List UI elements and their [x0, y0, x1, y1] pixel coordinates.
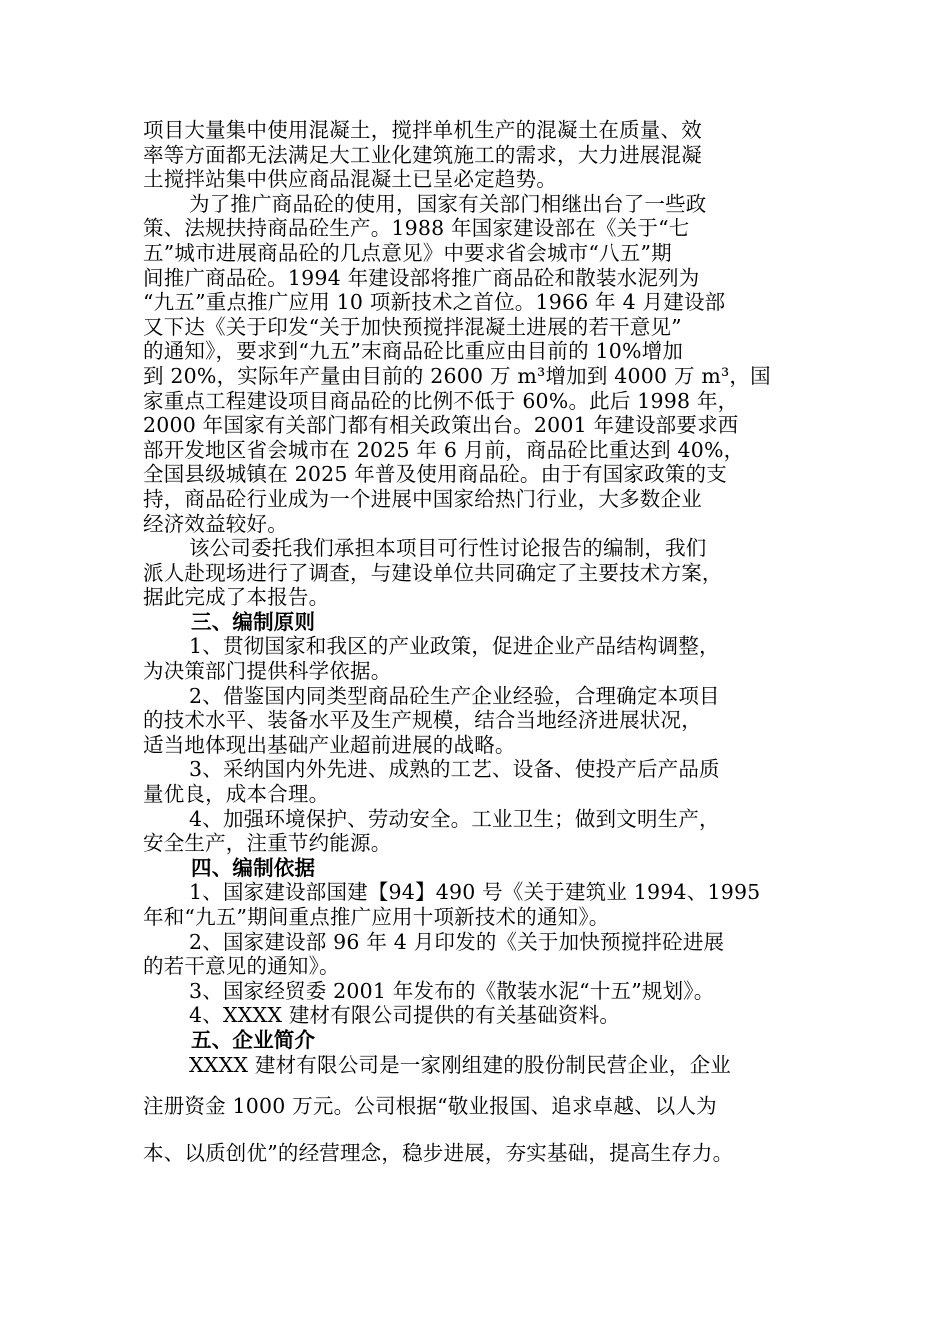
text-line: 经济效益较好。 — [143, 511, 288, 536]
text-line: 4、加强环境保护、劳动安全。工业卫生；做到文明生产， — [189, 806, 720, 831]
text-line: 安全生产，注重节约能源。 — [143, 831, 392, 856]
text-line: 的技术水平、装备水平及生产规模，结合当地经济进展状况， — [143, 708, 702, 733]
text-line: 的若干意见的通知》。 — [143, 954, 340, 979]
text-line: 为了推广商品砼的使用，国家有关部门相继出台了一些政 — [189, 191, 707, 216]
text-line: 全国县级城镇在 2025 年普及使用商品砼。由于有国家政策的支 — [143, 462, 727, 487]
text-line: 的通知》，要求到“九五”末商品砼比重应由目前的 10%增加 — [143, 339, 684, 364]
text-line: 2、借鉴国内同类型商品砼生产企业经验，合理确定本项目 — [189, 683, 720, 708]
text-line: 派人赴现场进行了调查，与建设单位共同确定了主要技术方案， — [143, 560, 723, 585]
text-line: 2000 年国家有关部门都有相关政策出台。2001 年建设部要求西 — [143, 413, 739, 438]
text-line: 2、国家建设部 96 年 4 月印发的《关于加快预搅拌砼进展 — [189, 929, 725, 954]
text-line: 策、法规扶持商品砼生产。1988 年国家建设部在《关于“七 — [143, 216, 690, 241]
text-line: 据此完成了本报告。 — [143, 585, 330, 610]
text-line: 又下达《关于印发“关于加快预搅拌混凝土进展的若干意见” — [143, 314, 682, 339]
text-line: 3、国家经贸委 2001 年发布的《散装水泥“十五”规划》。 — [189, 978, 715, 1003]
section-heading: 五、企业简介 — [191, 1027, 316, 1052]
text-line: 注册资金 1000 万元。公司根据“敬业报国、追求卓越、以人为 — [143, 1094, 717, 1119]
section-heading: 四、编制依据 — [191, 855, 316, 880]
text-line: 量优良，成本合理。 — [143, 782, 330, 807]
text-line: 本、以质创优”的经营理念，稳步进展，夯实基础，提高生存力。 — [143, 1141, 734, 1166]
text-line: 该公司委托我们承担本项目可行性讨论报告的编制，我们 — [189, 536, 707, 561]
text-line: 适当地体现出基础产业超前进展的战略。 — [143, 732, 516, 757]
document-body — [143, 118, 813, 1177]
text-line: 为决策部门提供科学依据。 — [143, 659, 392, 684]
text-line: 五”城市进展商品砼的几点意见》中要求省会城市“八五”期 — [143, 240, 672, 265]
text-line: 土搅拌站集中供应商品混凝土已呈必定趋势。 — [143, 167, 557, 192]
text-line: 家重点工程建设项目商品砼的比例不低于 60%。此后 1998 年， — [143, 388, 739, 413]
section-heading: 三、编制原则 — [191, 609, 316, 634]
text-line: 持，商品砼行业成为一个进展中国家给热门行业，大多数企业 — [143, 486, 702, 511]
text-line: 部开发地区省会城市在 2025 年 6 月前，商品砼比重达到 40%， — [143, 437, 745, 462]
text-line: 率等方面都无法满足大工业化建筑施工的需求，大力进展混凝 — [143, 142, 702, 167]
text-line: 1、贯彻国家和我区的产业政策，促进企业产品结构调整， — [189, 634, 720, 659]
text-line: 3、采纳国内外先进、成熟的工艺、设备、使投产后产品质 — [189, 757, 720, 782]
text-line: 4、XXXX 建材有限公司提供的有关基础资料。 — [189, 1003, 621, 1028]
text-line: 项目大量集中使用混凝土，搅拌单机生产的混凝土在质量、效 — [143, 118, 702, 142]
text-line: “九五”重点推广应用 10 项新技术之首位。1966 年 4 月建设部 — [143, 290, 726, 315]
text-line: XXXX 建材有限公司是一家刚组建的股份制民营企业，企业 — [189, 1052, 731, 1077]
text-line: 年和“九五”期间重点推广应用十项新技术的通知》。 — [143, 905, 610, 929]
text-line: 到 20%，实际年产量由目前的 2600 万 m³增加到 4000 万 m³，国 — [143, 363, 771, 388]
text-line: 间推广商品砼。1994 年建设部将推广商品砼和散装水泥列为 — [143, 265, 700, 290]
text-line: 1、国家建设部国建【94】490 号《关于建筑业 1994、1995 — [189, 880, 761, 905]
